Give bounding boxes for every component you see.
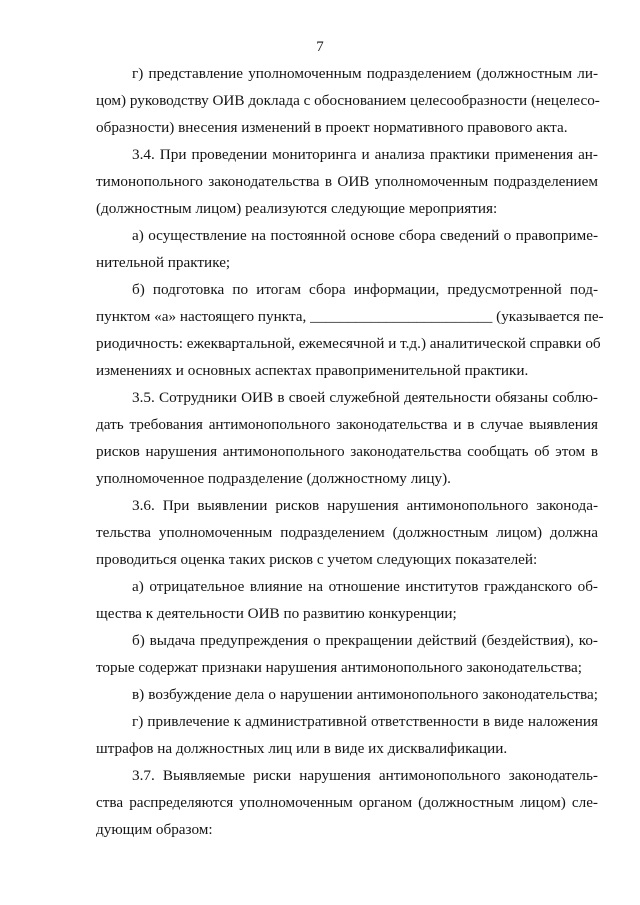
text-line: штрафов на должностных лиц или в виде их дисквалификации. — [96, 740, 508, 757]
text-line: а) отрицательное влияние на отношение институтов гражданского об- — [132, 578, 598, 595]
text-line: 3.7. Выявляемые риски нарушения антимонопольного законодатель- — [132, 767, 598, 784]
text-line: рисков нарушения антимонопольного законодательства сообщать об этом в — [96, 443, 598, 460]
text-line: б) подготовка по итогам сбора информации, предусмотренной под- — [132, 281, 598, 298]
text-line: нительной практике; — [96, 254, 231, 271]
text-line: дующим образом: — [96, 821, 213, 838]
text-line: проводиться оценка таких рисков с учетом следующих показателей: — [96, 551, 538, 568]
text-line: г) представление уполномоченным подразделением (должностным ли- — [132, 65, 598, 82]
text-line: ства распределяются уполномоченным органом (должностным лицом) сле- — [96, 794, 598, 811]
text-line: а) осуществление на постоянной основе сбора сведений о правоприме- — [132, 227, 598, 244]
text-line: б) выдача предупреждения о прекращении действий (бездействия), ко- — [132, 632, 598, 649]
text-line: торые содержат признаки нарушения антимонопольного законодательства; — [96, 659, 582, 676]
text-line: пунктом «а» настоящего пункта, ________________________ (указывается пе- — [96, 308, 604, 325]
text-line: риодичность: ежеквартальной, ежемесячной и т.д.) аналитической справки об — [96, 335, 601, 352]
text-line: в) возбуждение дела о нарушении антимонопольного законодательства; — [132, 686, 598, 703]
text-line: изменениях и основных аспектах правоприменительной практики. — [96, 362, 529, 379]
text-line: 3.4. При проведении мониторинга и анализа практики применения ан- — [132, 146, 598, 163]
text-line: 3.5. Сотрудники ОИВ в своей служебной деятельности обязаны соблю- — [132, 389, 598, 406]
text-line: г) привлечение к административной ответственности в виде наложения — [132, 713, 598, 730]
text-line: (должностным лицом) реализуются следующие мероприятия: — [96, 200, 498, 217]
text-line: тельства уполномоченным подразделением (должностным лицом) должна — [96, 524, 598, 541]
text-line: уполномоченное подразделение (должностному лицу). — [96, 470, 451, 487]
text-line: цом) руководству ОИВ доклада с обоснованием целесообразности (нецелесо- — [96, 92, 600, 109]
text-line: образности) внесения изменений в проект нормативного правового акта. — [96, 119, 568, 136]
text-line: щества к деятельности ОИВ по развитию конкуренции; — [96, 605, 457, 622]
page-number: 7 — [316, 39, 324, 55]
text-line: тимонопольного законодательства в ОИВ уполномоченным подразделением — [96, 173, 598, 190]
text-line: 3.6. При выявлении рисков нарушения антимонопольного законодa- — [132, 497, 598, 514]
text-line: дать требования антимонопольного законодательства и в случае выявления — [96, 416, 598, 433]
